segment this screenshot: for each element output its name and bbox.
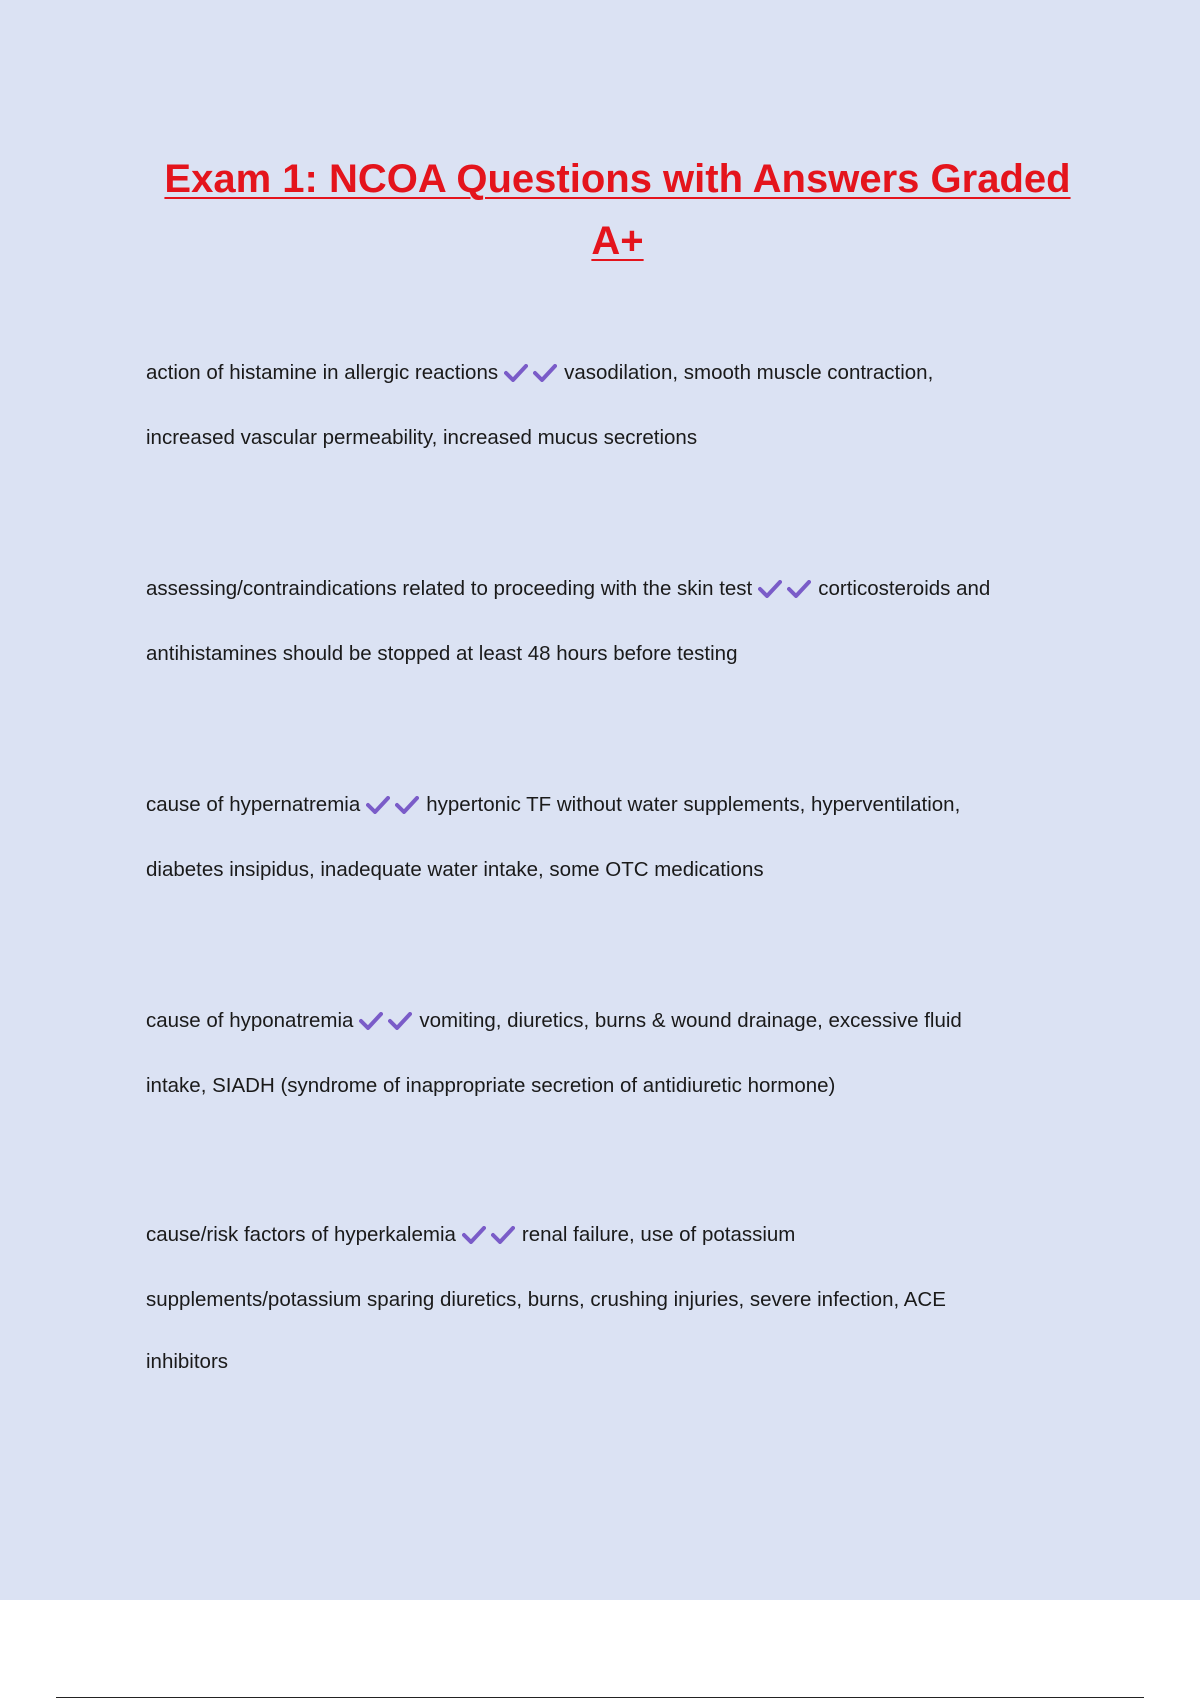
entry-first-line [146, 558, 1086, 623]
entry-answer-part-1: hypertonic TF without water supplements, hyperventilation, [426, 793, 961, 816]
qa-entry [146, 990, 1086, 1117]
footer-divider [56, 1697, 1144, 1698]
entry-question: assessing/contraindications related to proceeding with the skin test [146, 577, 753, 600]
double-check-icon [366, 777, 424, 839]
entry-question: cause of hypernatremia [146, 793, 361, 816]
entry-first-line [146, 990, 1086, 1055]
entry-answer-part-1: renal failure, use of potassium [521, 1223, 796, 1246]
entry-answer-part-2: diabetes insipidus, inadequate water intake, some OTC medications [146, 858, 764, 881]
entry-answer-part-2: increased vascular permeability, increased mucus secretions [146, 426, 698, 449]
entry-answer-part-1: vasodilation, smooth muscle contraction, [564, 361, 934, 384]
entry-answer-part-1: corticosteroids and [818, 577, 991, 600]
entry-question: cause of hyponatremia [146, 1009, 354, 1032]
double-check-icon [758, 561, 816, 623]
qa-entry [146, 558, 1086, 685]
title-line-1: Exam 1: NCOA Questions with Answers Graded [164, 157, 1071, 201]
qa-entry [146, 774, 1086, 901]
entry-first-line [146, 342, 1086, 407]
double-check-icon [504, 345, 562, 407]
document-title [120, 148, 1115, 272]
entry-question: action of histamine in allergic reactions [146, 361, 499, 384]
entry-question: cause/risk factors of hyperkalemia [146, 1223, 456, 1246]
title-line-2: A+ [591, 219, 644, 263]
entry-answer-part-2: antihistamines should be stopped at least 48 hours before testing [146, 642, 738, 665]
entry-answer-part-2: intake, SIADH (syndrome of inappropriate secretion of antidiuretic hormone) [146, 1074, 836, 1097]
entry-answer-part-2: supplements/potassium sparing diuretics, burns, crushing injuries, severe infection, ACE [146, 1288, 946, 1311]
entry-first-line [146, 774, 1086, 839]
double-check-icon [359, 993, 417, 1055]
entry-answer-part-1: vomiting, diuretics, burns & wound drainage, excessive fluid [419, 1009, 962, 1032]
entry-answer-part-3: inhibitors [146, 1350, 229, 1373]
qa-entry [146, 342, 1086, 469]
qa-entry [146, 1204, 1086, 1393]
double-check-icon [462, 1207, 520, 1269]
entry-first-line [146, 1204, 1086, 1269]
